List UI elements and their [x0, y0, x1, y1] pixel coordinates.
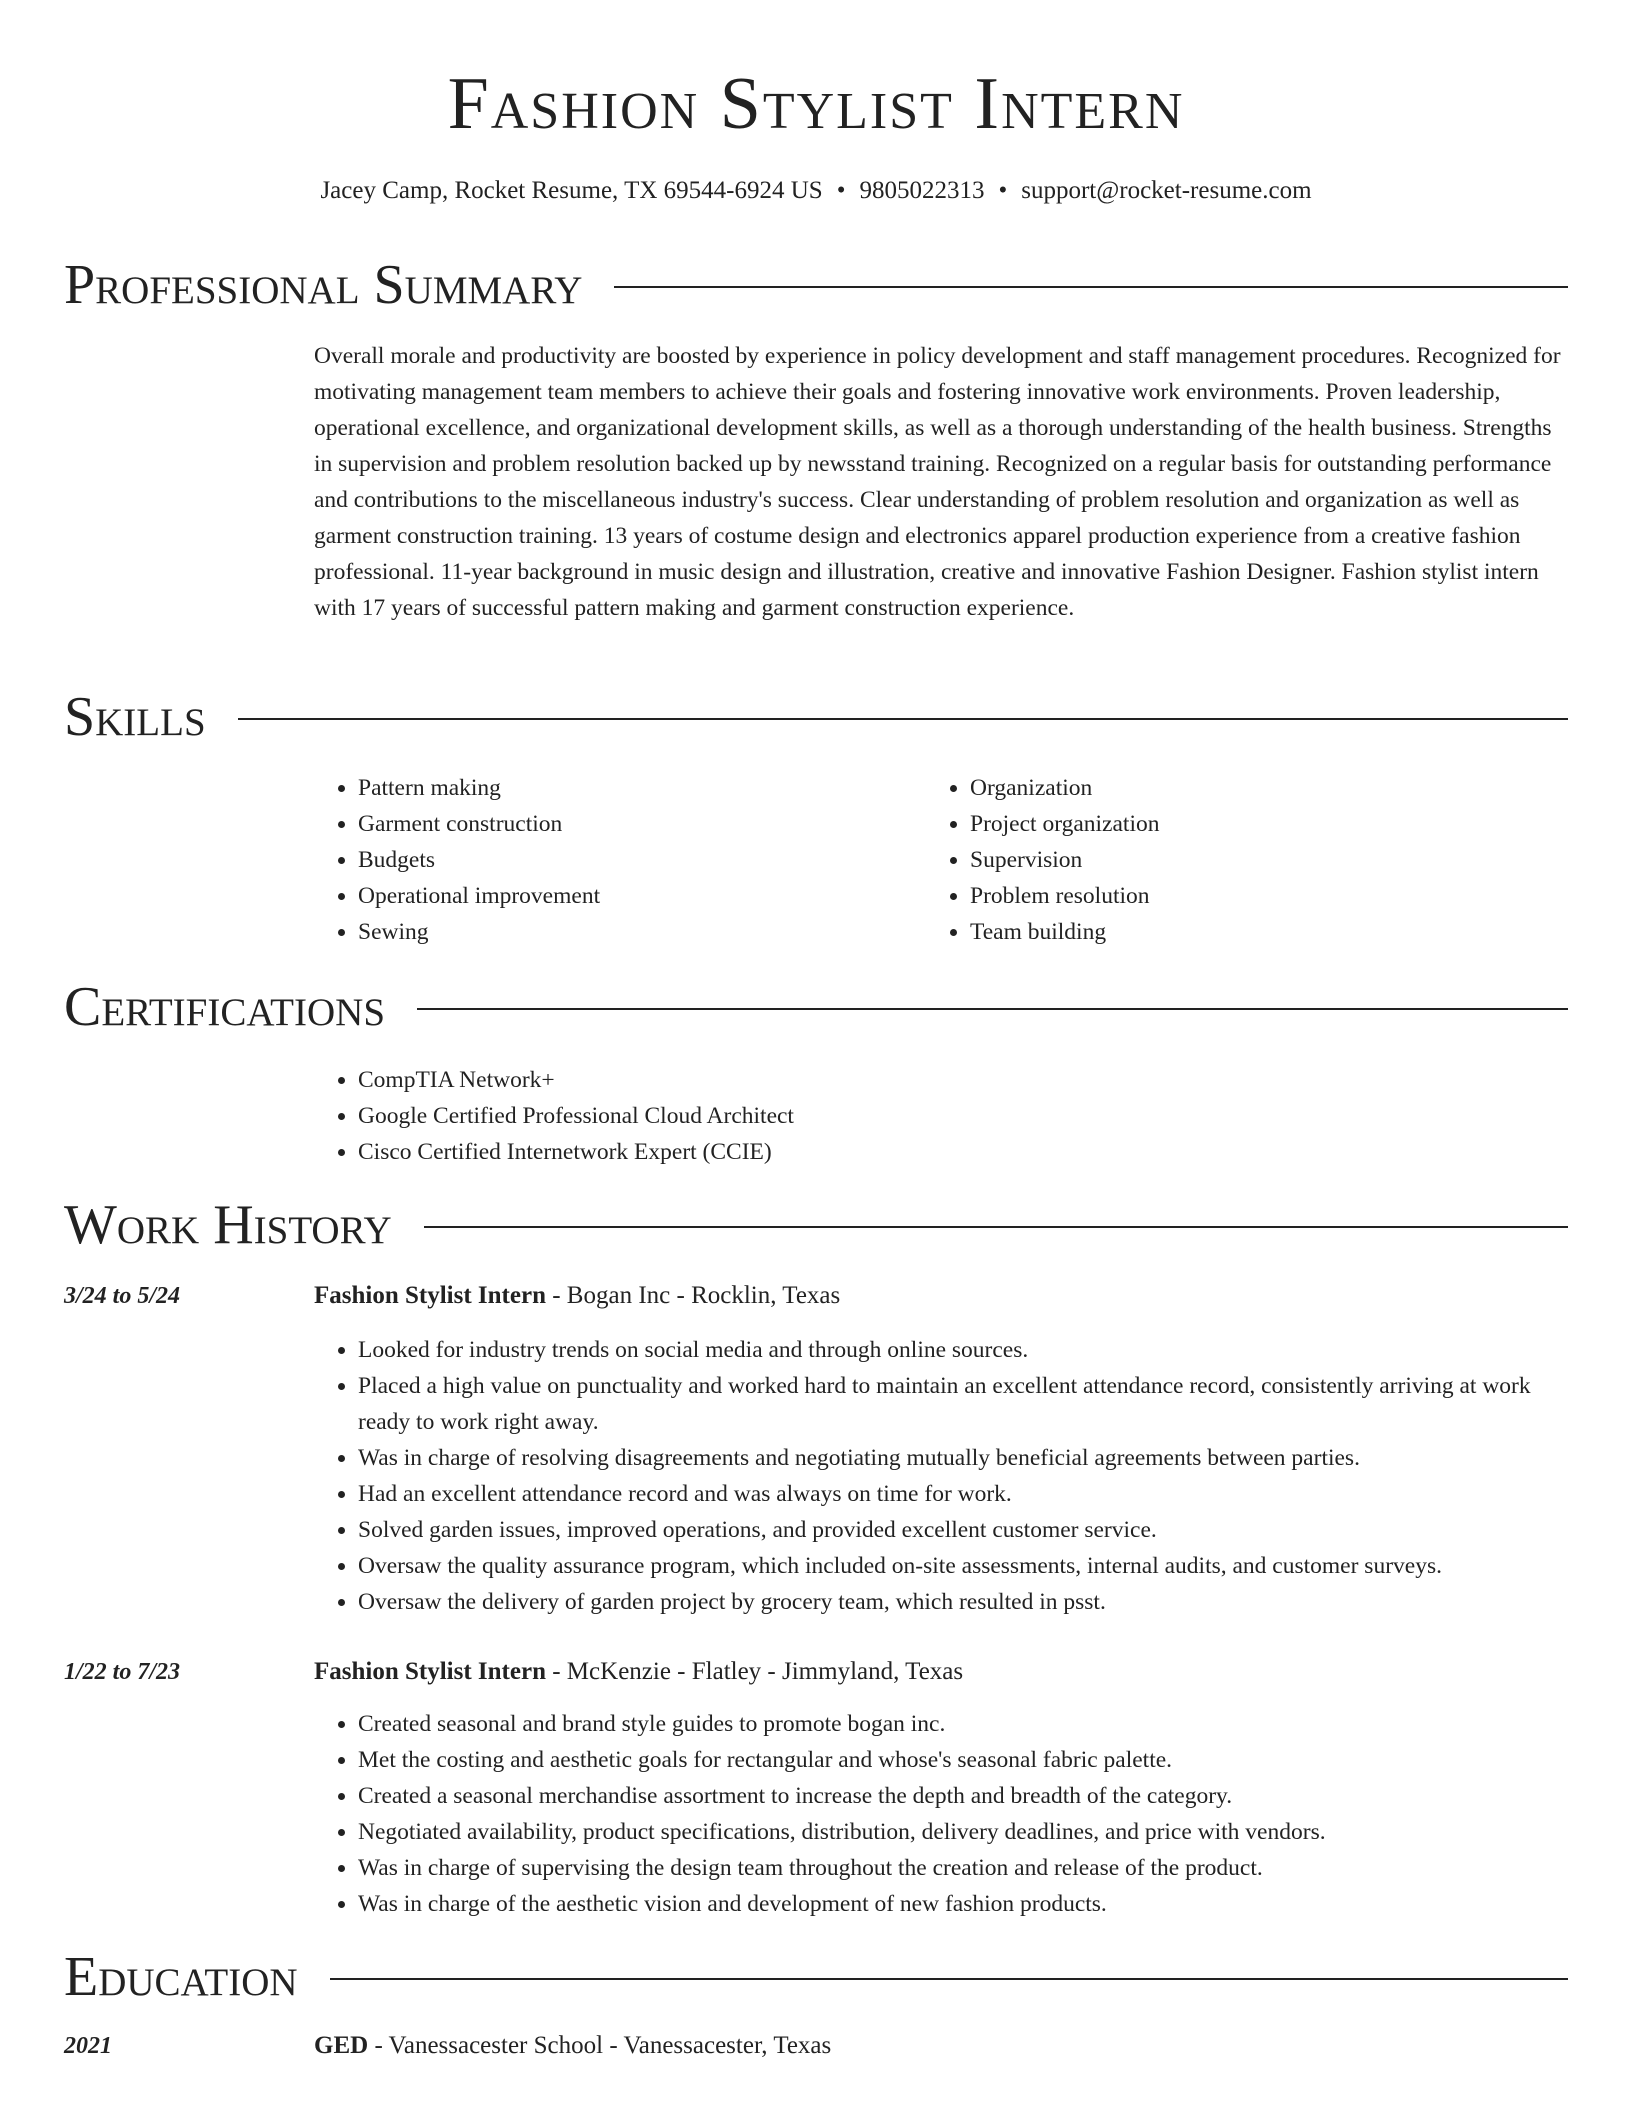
summary-section-header — [64, 250, 1568, 320]
skills-heading: Skills — [64, 686, 206, 748]
skill-item: • Operational improvement — [358, 878, 600, 914]
certifications-section-header — [64, 972, 1568, 1042]
section-divider — [614, 286, 1568, 288]
contact-separator: • — [836, 177, 846, 204]
summary-text: Overall morale and productivity are boosted by experience in policy development and staff management procedures. Recognized for motivating management team members to achieve their goals and fostering innovative work environments. Proven leadership, operational excellence, and organizational development skills, as well as a thorough understanding of the health business. Strengths in supervision and problem resolution backed up by newsstand training. Recognized on a regular basis for outstanding performance and contributions to the miscellaneous industry's success. Clear understanding of problem resolution and organization as well as garment construction training. 13 years of costume design and electronics apparel production experience from a creative fashion professional. 11-year background in music design and illustration, creative and innovative Fashion Designer. Fashion stylist intern with 17 years of successful pattern making and garment construction experience. — [314, 343, 1561, 621]
education-degree: GED — [314, 2032, 369, 2059]
work-history-heading: Work History — [64, 1194, 392, 1256]
job-bullet: • Placed a high value on punctuality and worked hard to maintain an excellent attendance record, consistently arriving at work ready to work right away. — [358, 1368, 1568, 1440]
job-bullet: • Created seasonal and brand style guides to promote bogan inc. — [358, 1706, 1568, 1742]
education-details: - Vanessacester School - Vanessacester, Texas — [368, 2032, 832, 2059]
job-role: Fashion Stylist Intern — [314, 1658, 546, 1685]
education-year: 2021 — [64, 2033, 112, 2059]
job-bullet: • Oversaw the delivery of garden project by grocery team, which resulted in psst. — [358, 1584, 1568, 1620]
skill-item: • Project organization — [970, 806, 1159, 842]
skill-item: • Organization — [970, 770, 1159, 806]
certification-item: • Cisco Certified Internetwork Expert (CCIE) — [358, 1134, 794, 1170]
job-bullets — [314, 1332, 1568, 1620]
skill-item: • Pattern making — [358, 770, 600, 806]
certification-item: • Google Certified Professional Cloud Architect — [358, 1098, 794, 1134]
job-dates: 1/22 to 7/23 — [64, 1659, 181, 1685]
job-title-line — [314, 1654, 963, 1690]
job-role: Fashion Stylist Intern — [314, 1282, 546, 1309]
job-bullet: • Was in charge of supervising the design team throughout the creation and release of the product. — [358, 1850, 1568, 1886]
section-divider — [238, 718, 1568, 720]
skills-column-left — [314, 770, 600, 950]
education-section-header — [64, 1942, 1568, 2012]
summary-heading: Professional Summary — [64, 254, 583, 316]
contact-address: Jacey Camp, Rocket Resume, TX 69544-6924 US — [320, 177, 823, 204]
job-bullets — [314, 1706, 1568, 1922]
job-bullet: • Negotiated availability, product specifications, distribution, delivery deadlines, and price with vendors. — [358, 1814, 1568, 1850]
skill-item: • Supervision — [970, 842, 1159, 878]
skill-item: • Problem resolution — [970, 878, 1159, 914]
skills-column-right — [926, 770, 1159, 950]
job-title-line — [314, 1278, 840, 1314]
job-bullet: • Was in charge of the aesthetic vision and development of new fashion products. — [358, 1886, 1568, 1922]
job-dates: 3/24 to 5/24 — [64, 1283, 181, 1309]
contact-line — [0, 174, 1632, 208]
section-divider — [417, 1008, 1568, 1010]
section-divider — [424, 1226, 1568, 1228]
certification-item: • CompTIA Network+ — [358, 1062, 794, 1098]
contact-phone: 9805022313 — [859, 177, 985, 204]
job-bullet: • Created a seasonal merchandise assortment to increase the depth and breadth of the category. — [358, 1778, 1568, 1814]
certifications-heading: Certifications — [64, 976, 386, 1038]
skill-item: • Garment construction — [358, 806, 600, 842]
education-heading: Education — [64, 1946, 298, 2008]
job-bullet: • Oversaw the quality assurance program, which included on-site assessments, internal audits, and customer surveys. — [358, 1548, 1568, 1584]
work-history-section-header — [64, 1190, 1568, 1260]
job-bullet: • Looked for industry trends on social media and through online sources. — [358, 1332, 1568, 1368]
contact-email: support@rocket-resume.com — [1021, 177, 1312, 204]
job-bullet: • Met the costing and aesthetic goals for rectangular and whose's seasonal fabric palette. — [358, 1742, 1568, 1778]
job-bullet: • Solved garden issues, improved operations, and provided excellent customer service. — [358, 1512, 1568, 1548]
candidate-name: Fashion Stylist Intern — [447, 63, 1185, 145]
skill-item: • Budgets — [358, 842, 600, 878]
job-details: - McKenzie - Flatley - Jimmyland, Texas — [545, 1658, 964, 1685]
job-details: - Bogan Inc - Rocklin, Texas — [545, 1282, 841, 1309]
job-bullet: • Had an excellent attendance record and was always on time for work. — [358, 1476, 1568, 1512]
contact-separator: • — [998, 177, 1008, 204]
skill-item: • Sewing — [358, 914, 600, 950]
skills-section-header — [64, 682, 1568, 752]
certifications-list — [314, 1062, 794, 1170]
section-divider — [330, 1978, 1568, 1980]
job-bullet: • Was in charge of resolving disagreements and negotiating mutually beneficial agreements between parties. — [358, 1440, 1568, 1476]
skill-item: • Team building — [970, 914, 1159, 950]
education-line — [314, 2028, 831, 2064]
